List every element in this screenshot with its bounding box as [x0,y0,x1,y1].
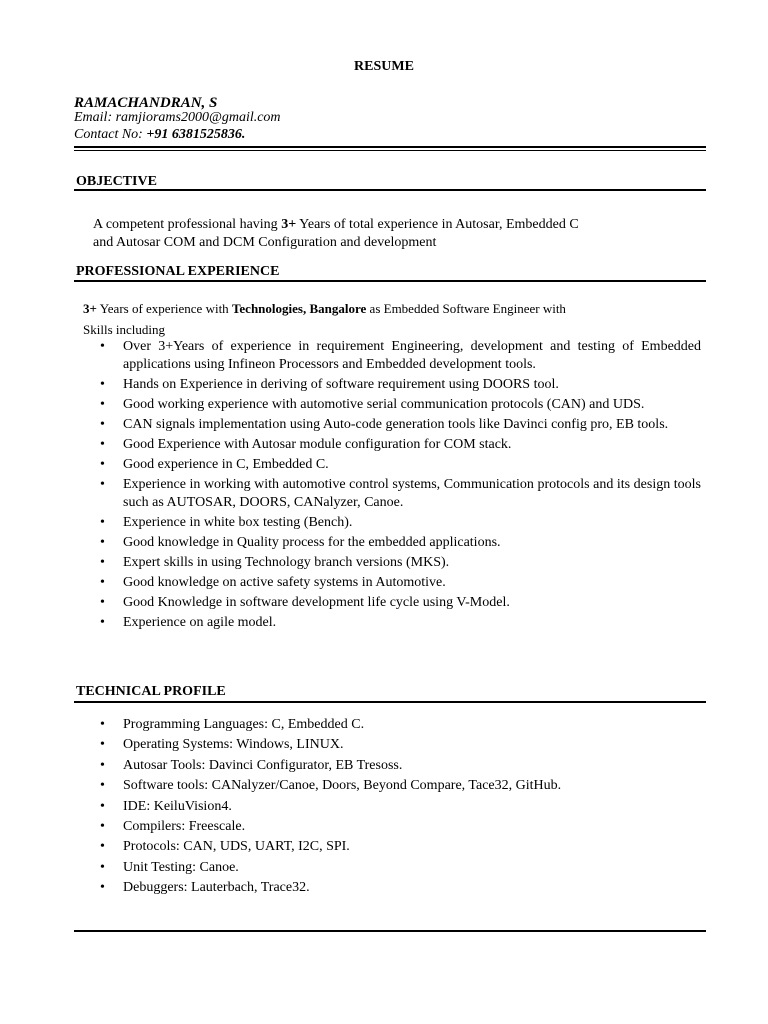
list-item [74,614,701,632]
bullet-icon: • [100,818,105,834]
list-item-text: IDE: KeiluVision4. [123,798,232,814]
list-item [74,594,701,612]
bullet-icon: • [100,416,105,432]
list-item-text: Good knowledge in Quality process for the embedded applications. [123,534,501,550]
experience-list [74,338,701,634]
list-item-text: Good experience in C, Embedded C. [123,456,329,472]
objective-text-part: A competent professional having [93,217,282,232]
bullet-icon: • [100,339,105,354]
contact-label: Contact No: [74,127,147,142]
list-item-text: Experience on agile model. [123,615,277,631]
list-item-text: Good Knowledge in software development life cycle using V-Model. [123,595,510,611]
bullet-icon: • [100,880,105,896]
list-item-text: Unit Testing: Canoe. [123,859,239,875]
contact-line [74,127,245,143]
bullet-icon: • [100,798,105,814]
bullet-icon: • [100,376,105,392]
email-line: Email: ramjiorams2000@gmail.com [74,110,281,125]
experience-years: 3+ [83,301,97,316]
bullet-icon: • [100,839,105,855]
employer-name: Technologies, Bangalore [231,301,367,316]
list-item-text: Software tools: CANalyzer/Canoe, Doors, Beyond Compare, Tace32, GitHub. [123,778,562,794]
list-item [74,838,701,856]
header-divider-top [74,146,706,148]
list-item [74,757,701,775]
list-item-text: Over 3+Years of experience in requirement Engineering, development and testing of Embedded applications using Infineon Processors and Embedded development tools. [123,339,701,372]
experience-heading: PROFESSIONAL EXPERIENCE [76,264,280,279]
experience-intro-part: as Embedded Software Engineer with [366,301,566,316]
list-item [74,777,701,795]
technical-divider [74,701,706,703]
contact-number: +91 6381525836. [146,127,246,142]
list-item [74,416,701,434]
technical-heading: TECHNICAL PROFILE [76,684,226,699]
list-item [74,574,701,592]
bullet-icon: • [100,859,105,875]
experience-intro-part: Years of experience with [96,301,232,316]
list-item-text: Expert skills in using Technology branch versions (MKS). [123,554,450,570]
list-item [74,798,701,816]
candidate-name: RAMACHANDRAN, S [74,95,218,111]
experience-intro-line-1 [83,298,703,319]
list-item-text: Operating Systems: Windows, LINUX. [123,737,344,753]
objective-line-1 [93,216,693,234]
bullet-icon: • [100,477,105,493]
objective-divider [74,189,706,191]
bullet-icon: • [100,456,105,472]
resume-title: RESUME [354,59,414,74]
bullet-icon: • [100,554,105,570]
list-item-text: Protocols: CAN, UDS, UART, I2C, SPI. [123,839,350,855]
list-item-text: Hands on Experience in deriving of software requirement using DOORS tool. [123,376,559,392]
list-item [74,736,701,754]
objective-heading: OBJECTIVE [76,174,157,189]
bullet-icon: • [100,436,105,452]
experience-intro [83,298,703,340]
header-divider-bottom [74,150,706,151]
bullet-icon: • [100,534,105,550]
technical-list [74,716,701,900]
footer-divider [74,930,706,932]
list-item [74,554,701,572]
list-item [74,716,701,734]
list-item [74,338,701,373]
list-item [74,534,701,552]
list-item-text: Good knowledge on active safety systems in Automotive. [123,574,446,590]
list-item [74,376,701,394]
objective-text-part: Years of total experience in Autosar, Embedded C [296,217,579,232]
list-item-text: Experience in white box testing (Bench). [123,514,353,530]
list-item [74,879,701,897]
bullet-icon: • [100,396,105,412]
bullet-icon: • [100,595,105,611]
bullet-icon: • [100,778,105,794]
bullet-icon: • [100,615,105,631]
bullet-icon: • [100,574,105,590]
list-item-text: Experience in working with automotive control systems, Communication protocols and its design tools such as AUTOSAR, DOORS, CANalyzer, Canoe. [123,477,701,510]
list-item-text: Autosar Tools: Davinci Configurator, EB Tresoss. [123,757,403,773]
bullet-icon: • [100,737,105,753]
bullet-icon: • [100,514,105,530]
list-item [74,456,701,474]
list-item-text: Debuggers: Lauterbach, Trace32. [123,880,310,896]
list-item [74,436,701,454]
list-item-text: Good Experience with Autosar module configuration for COM stack. [123,436,512,452]
objective-years: 3+ [281,217,297,232]
bullet-icon: • [100,757,105,773]
bullet-icon: • [100,717,105,732]
objective-text [93,216,693,251]
list-item [74,396,701,414]
list-item-text: Good working experience with automotive serial communication protocols (CAN) and UDS. [123,396,645,412]
objective-line-2: and Autosar COM and DCM Configuration and development [93,234,437,250]
experience-intro-line-2: Skills including [83,322,165,337]
list-item-text: Programming Languages: C, Embedded C. [123,717,365,732]
list-item-text: Compilers: Freescale. [123,818,246,834]
list-item-text: CAN signals implementation using Auto-code generation tools like Davinci config pro, EB tools. [123,416,669,432]
list-item [74,818,701,836]
list-item [74,476,701,511]
experience-divider [74,280,706,282]
list-item [74,859,701,877]
list-item [74,514,701,532]
